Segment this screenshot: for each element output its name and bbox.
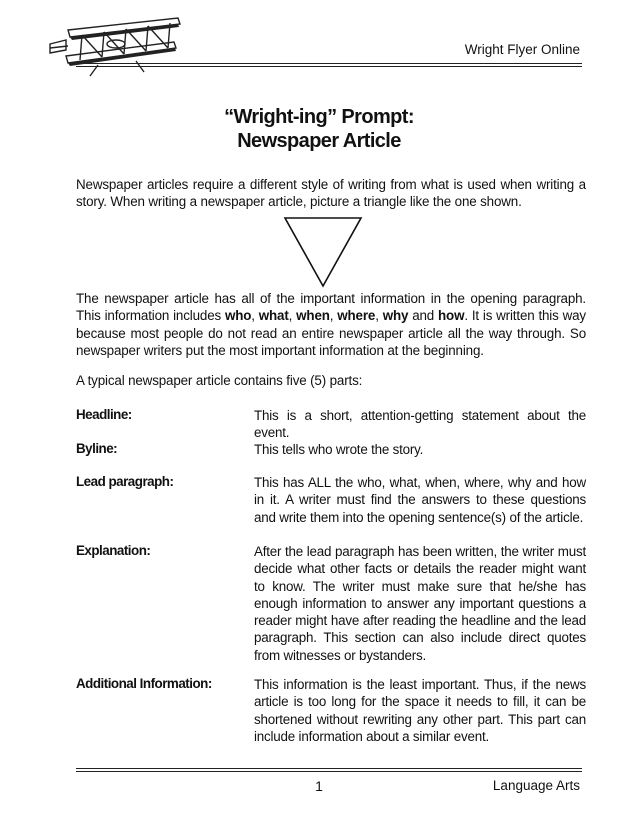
part-term: Headline: <box>76 407 132 422</box>
header-title: Wright Flyer Online <box>464 42 580 57</box>
part-term: Byline: <box>76 441 118 456</box>
part-definition: After the lead paragraph has been written, the writer must decide what other facts or details the reader might want to know. The writer must make sure that he/she has enough information to answer any important questions a reader might have after reading the headline and the lead paragraph. This section can also include direct quotes from witnesses or bystanders. <box>254 544 586 663</box>
inverted-triangle-icon <box>283 216 363 288</box>
keyword-who: who <box>224 308 252 324</box>
part-definition: This has ALL the who, what, when, where, why and how in it. A writer must find the answers to these questions and write them into the opening sentence(s) of the article. <box>254 475 586 525</box>
part-term: Explanation: <box>76 543 151 558</box>
footer-subject: Language Arts <box>492 778 580 793</box>
document-title <box>0 105 638 153</box>
footer-divider <box>76 771 582 772</box>
footer-divider <box>76 768 582 769</box>
part-definition: This tells who wrote the story. <box>254 442 424 457</box>
wright-flyer-logo-icon <box>46 10 186 80</box>
header-divider <box>76 63 582 64</box>
keyword-what: what <box>258 308 289 324</box>
body-paragraph: The newspaper article has all of the important information in the opening paragraph. This information includes who, what, when, where, why and how. It is written this way because most people do not read an entire newspaper article all the way through. So newspaper writers put the most important information at the beginning. <box>76 291 586 359</box>
keyword-where: where <box>337 308 376 324</box>
parts-intro: A typical newspaper article contains five (5) parts: <box>76 373 363 388</box>
part-definition: This is a short, attention-getting statement about the event. <box>254 408 586 441</box>
title-line-2: Newspaper Article <box>237 130 401 152</box>
title-line-1: “Wright-ing” Prompt: <box>224 106 414 128</box>
keyword-when: when <box>296 308 330 324</box>
body-text: . It is written this way because most people do not read an entire newspaper article all the way through. So newspaper writers put the most important information at the beginning. <box>76 308 586 359</box>
body-text: The newspaper article has all of the important information in the opening paragraph. This information includes <box>76 291 586 324</box>
part-term: Additional Information: <box>76 676 212 691</box>
part-definition: This information is the least important. Thus, if the news article is too long for the space it needs to fill, it can be shortened without rewriting any other part. This part can include information about a similar event. <box>254 677 586 744</box>
keyword-how: how <box>438 308 465 324</box>
keyword-why: why <box>382 308 409 324</box>
intro-paragraph: Newspaper articles require a different style of writing from what is used when writing a story. When writing a newspaper article, picture a triangle like the one shown. <box>76 177 586 210</box>
part-term: Lead paragraph: <box>76 474 174 489</box>
page-number: 1 <box>315 778 323 794</box>
header-divider <box>76 66 582 67</box>
